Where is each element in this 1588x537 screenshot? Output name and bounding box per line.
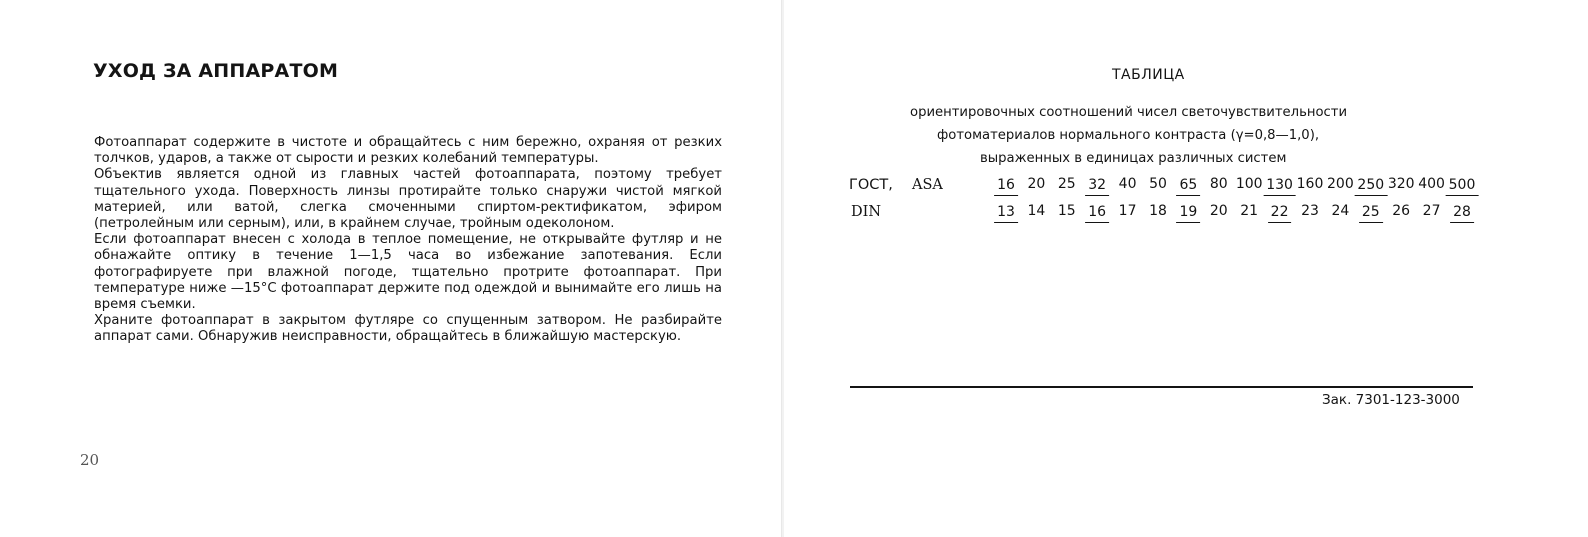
asa-value: 100 <box>1235 176 1263 192</box>
asa-value: 50 <box>1149 176 1167 192</box>
din-value: 18 <box>1149 203 1167 219</box>
asa-value: 250 <box>1354 176 1387 196</box>
asa-value: 20 <box>1027 176 1046 192</box>
body-text <box>94 135 722 346</box>
order-number: Зак. 7301-123-3000 <box>1322 392 1460 408</box>
din-value: 28 <box>1450 203 1474 223</box>
page-heading: УХОД ЗА АППАРАТОМ <box>93 60 339 82</box>
row-label-din: DIN <box>851 204 882 220</box>
asa-value: 25 <box>1057 176 1076 192</box>
asa-value: 40 <box>1118 176 1137 192</box>
asa-value: 130 <box>1263 176 1296 196</box>
din-value: 15 <box>1057 203 1076 219</box>
din-value: 16 <box>1085 203 1109 223</box>
page-number: 20 <box>80 451 100 469</box>
din-value: 13 <box>994 203 1018 223</box>
asa-value: 65 <box>1176 176 1200 196</box>
paragraph: Если фотоаппарат внесен с холода в теплое помещение, не открывайте футляр и не обнажайте оптику в течение 1—1,5 часа во избежание запотевания. Если фотографируете при влажной погоде, тщательно протрите фотоаппарат. При температуре ниже —15°C фотоаппарат держите под одеждой и вынимайте его лишь на время съемки. <box>94 232 722 313</box>
horizontal-rule <box>850 386 1473 388</box>
asa-value: 32 <box>1085 176 1109 196</box>
din-value: 19 <box>1176 203 1200 223</box>
table-title: ТАБЛИЦА <box>1112 67 1185 83</box>
din-value: 14 <box>1027 203 1046 219</box>
table-caption-line: выраженных в единицах различных систем <box>980 151 1287 166</box>
paragraph: Объектив является одной из главных частей фотоаппарата, поэтому требует тщательного ухода. Поверхность линзы протирайте только снаружи чистой мягкой материей, или ватой, слегка смоченными спиртом-ректификатом, эфиром (петролейным или серным), или, в крайнем случае, тройным одеколоном. <box>94 167 722 232</box>
din-value: 23 <box>1301 203 1319 219</box>
asa-value: 400 <box>1418 176 1445 192</box>
row-label-gost: ГОСТ, <box>849 177 893 193</box>
din-value: 17 <box>1118 203 1137 219</box>
din-value: 22 <box>1268 203 1292 223</box>
din-value: 21 <box>1240 203 1259 219</box>
table-caption-line: фотоматериалов нормального контраста (γ=0,8—1,0), <box>937 128 1320 143</box>
left-page <box>0 0 782 537</box>
asa-value: 500 <box>1446 176 1479 196</box>
din-value: 26 <box>1392 203 1411 219</box>
asa-value: 16 <box>994 176 1018 196</box>
din-value: 27 <box>1422 203 1441 219</box>
paragraph: Фотоаппарат содержите в чистоте и обращайтесь с ним бережно, охраняя от резких толчков, ударов, а также от сырости и резких колебаний температуры. <box>94 135 722 167</box>
table-caption-line: ориентировочных соотношений чисел светочувствительности <box>910 105 1348 120</box>
paragraph: Храните фотоаппарат в закрытом футляре со спущенным затвором. Не разбирайте аппарат сами. Обнаружив неисправности, обращайтесь в ближайшую мастерскую. <box>94 313 722 345</box>
asa-value: 80 <box>1209 176 1228 192</box>
asa-value: 160 <box>1296 176 1324 192</box>
asa-value: 200 <box>1327 176 1354 192</box>
din-value: 20 <box>1209 203 1228 219</box>
right-page <box>784 0 1588 537</box>
din-value: 25 <box>1359 203 1383 223</box>
din-value: 24 <box>1331 203 1350 219</box>
asa-value: 320 <box>1387 176 1415 192</box>
row-label-asa: ASA <box>912 177 943 193</box>
